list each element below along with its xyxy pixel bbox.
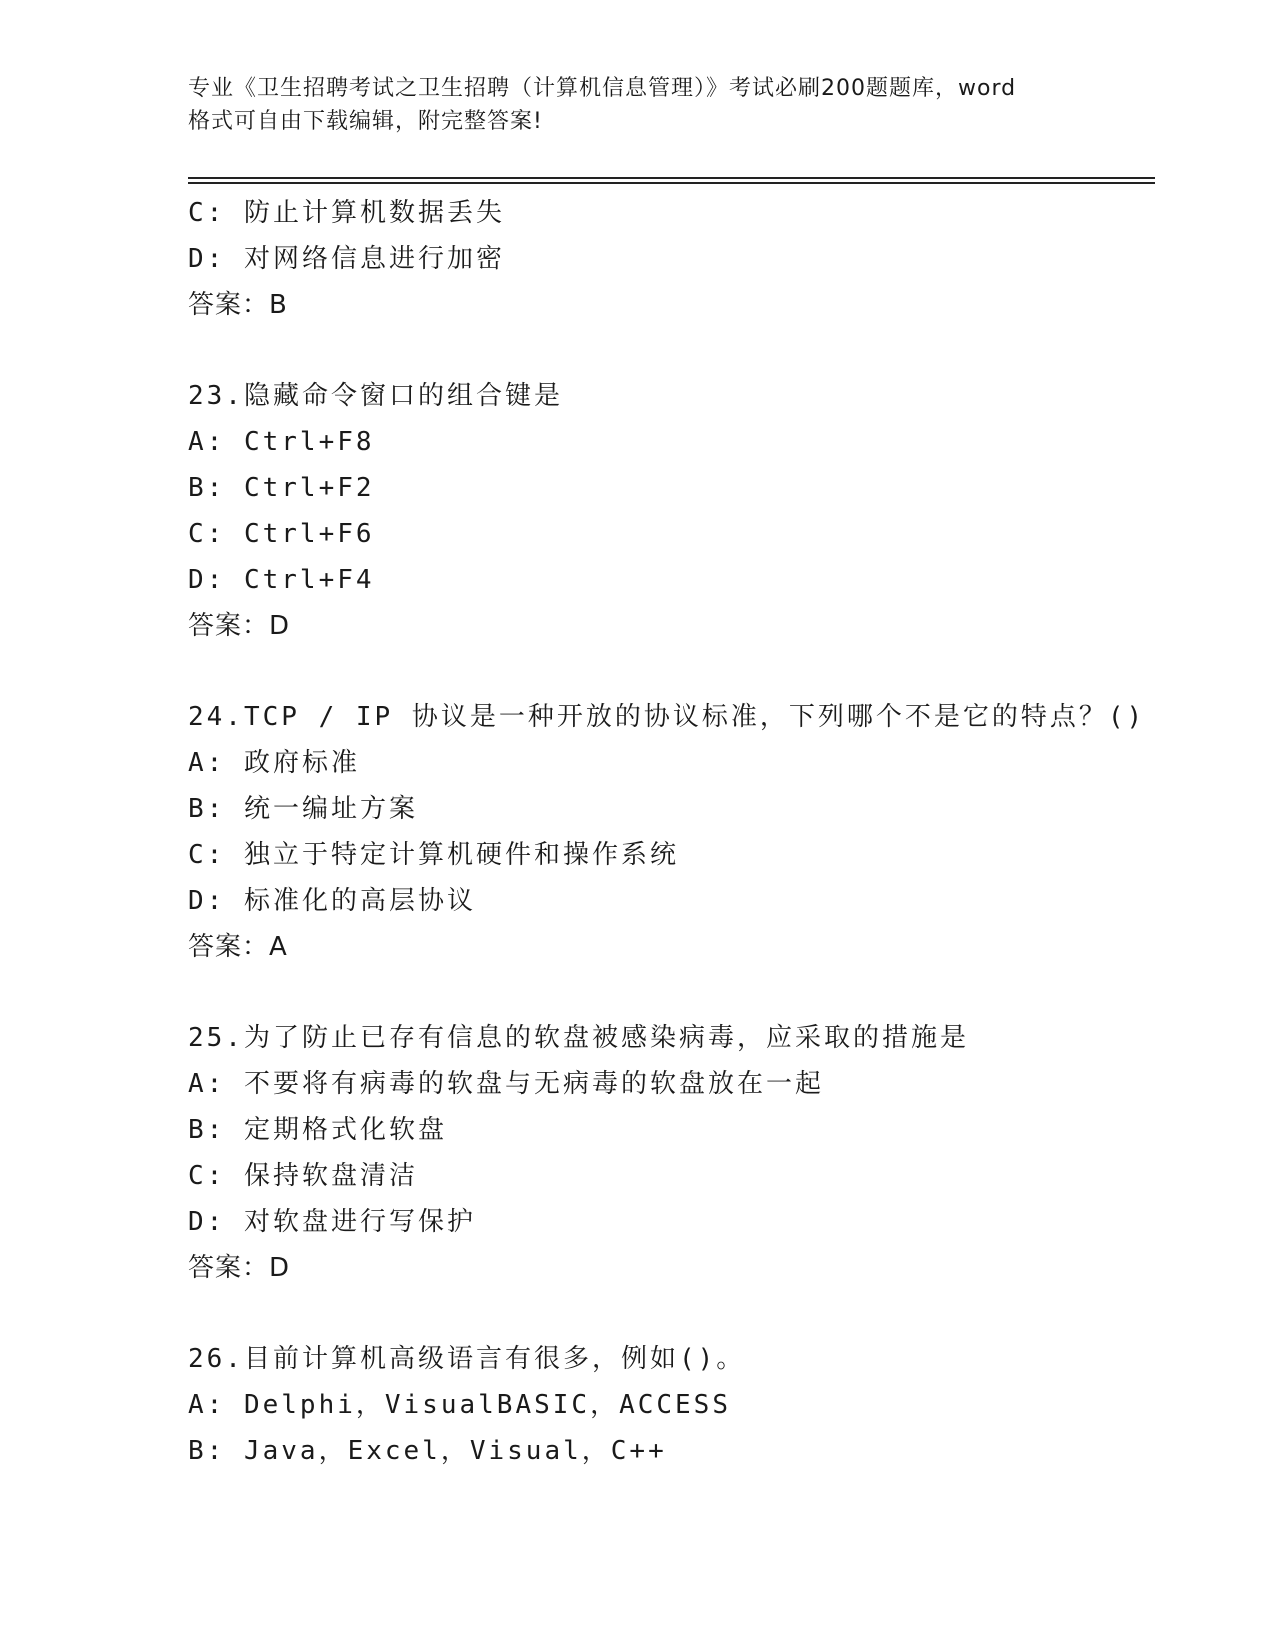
option-a: A: Delphi，VisualBASIC，ACCESS	[188, 1390, 731, 1420]
answer: 答案：D	[188, 1253, 291, 1283]
option-a: A: 不要将有病毒的软盘与无病毒的软盘放在一起	[188, 1069, 824, 1099]
option-c: C: Ctrl+F6	[188, 519, 375, 549]
option-d: D: 标准化的高层协议	[188, 886, 476, 916]
answer: 答案：D	[188, 611, 291, 641]
option-a: A: Ctrl+F8	[188, 427, 375, 457]
option-d: D: 对网络信息进行加密	[188, 244, 505, 274]
question-text: 23.隐藏命令窗口的组合键是	[188, 381, 563, 411]
document-header	[188, 72, 1088, 138]
header-line-1: 专业《卫生招聘考试之卫生招聘（计算机信息管理）》考试必刷200题题库，word	[188, 76, 1017, 101]
option-d: D: Ctrl+F4	[188, 565, 375, 595]
question-text: 26.目前计算机高级语言有很多，例如()。	[188, 1344, 746, 1374]
question-text: 24.TCP / IP 协议是一种开放的协议标准，下列哪个不是它的特点？()	[188, 702, 1146, 732]
answer: 答案：A	[188, 932, 288, 962]
answer: 答案：B	[188, 290, 288, 320]
question-24	[188, 694, 1155, 970]
header-divider-top	[188, 177, 1155, 179]
option-b: B: 定期格式化软盘	[188, 1115, 447, 1145]
question-23	[188, 373, 1155, 649]
header-line-2: 格式可自由下载编辑，附完整答案!	[188, 109, 543, 134]
question-25	[188, 1015, 1155, 1291]
option-c: C: 独立于特定计算机硬件和操作系统	[188, 840, 679, 870]
option-b: B: Ctrl+F2	[188, 473, 375, 503]
option-c: C: 保持软盘清洁	[188, 1161, 418, 1191]
question-22-partial	[188, 190, 1155, 328]
option-a: A: 政府标准	[188, 748, 360, 778]
option-b: B: 统一编址方案	[188, 794, 418, 824]
header-divider-bottom	[188, 182, 1155, 184]
option-b: B: Java，Excel，Visual，C++	[188, 1436, 667, 1466]
question-text: 25.为了防止已存有信息的软盘被感染病毒，应采取的措施是	[188, 1023, 969, 1053]
option-d: D: 对软盘进行写保护	[188, 1207, 476, 1237]
question-26	[188, 1336, 1155, 1474]
question-list	[188, 190, 1155, 1474]
option-c: C: 防止计算机数据丢失	[188, 198, 505, 228]
